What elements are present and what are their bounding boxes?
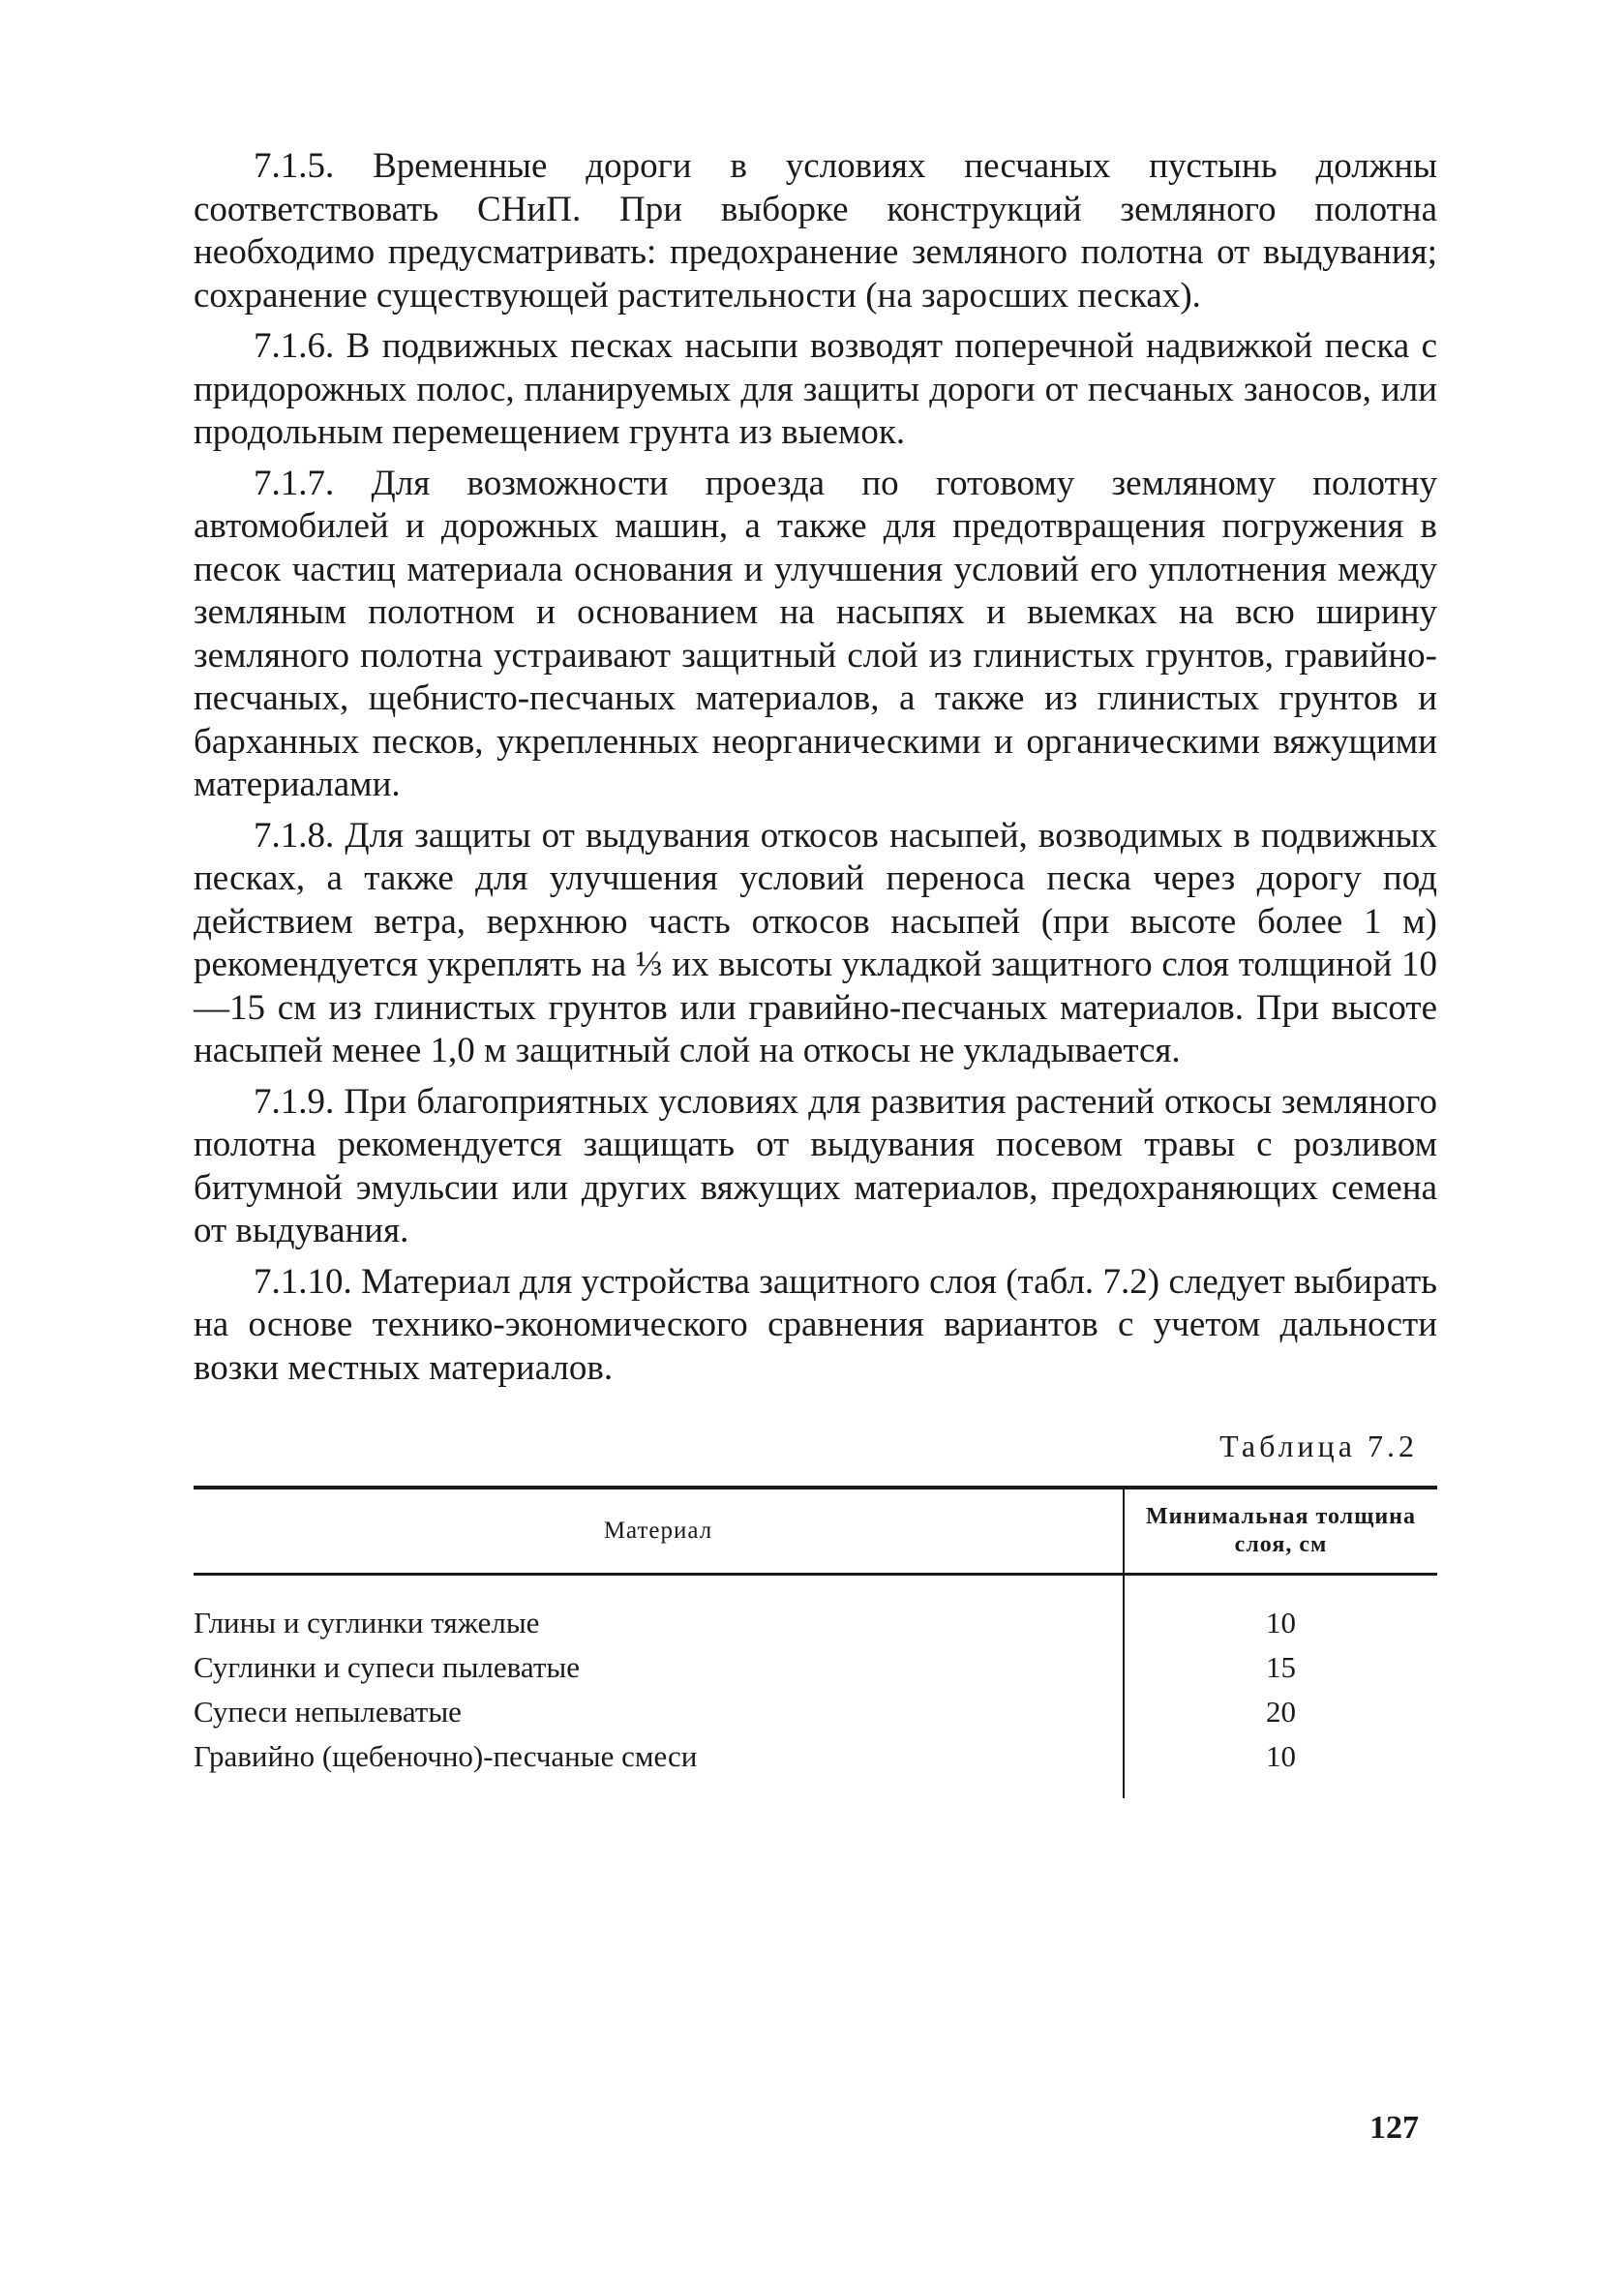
table-row <box>194 1690 1437 1734</box>
table-header-row <box>194 1488 1437 1575</box>
paragraph-7-1-6: 7.1.6. В подвижных песках насыпи возводят поперечной надвижкой песка с придорожных полос, планируемых для защиты дороги от песчаных заносов, или продольным перемещением грунта из выемок. <box>194 326 1437 452</box>
table-row <box>194 1645 1437 1690</box>
header-material: Материал <box>194 1488 1124 1575</box>
paragraph-7-1-9: 7.1.9. При благоприятных условиях для развития растений откосы земляного полотна рекомендуется защищать от выдувания посевом травы с розливом битумной эмульсии или других вяжущих материалов, предохраняющих семена от выдувания. <box>194 1081 1437 1250</box>
paragraph-7-1-7: 7.1.7. Для возможности проезда по готовому земляному полотну автомобилей и дорожных машин, а также для предотвращения погружения в песок частиц материала основания и улучшения условий его уплотнения между земляным полотном и основанием на насыпях и выемках на всю ширину земляного полотна устраивают защитный слой из глинистых грунтов, гравийно-песчаных, щебнисто-песчаных материалов, а также из глинистых грунтов и барханных песков, укрепленных неорганическими и органическими вяжущими материалами. <box>194 463 1437 804</box>
material-cell: Гравийно (щебеночно)-песчаные смеси <box>194 1739 698 1773</box>
document-page <box>194 145 1437 1798</box>
table-row <box>194 1575 1437 1646</box>
thickness-cell: 20 <box>1124 1690 1437 1734</box>
thickness-cell: 10 <box>1124 1734 1437 1798</box>
paragraph-7-1-10: 7.1.10. Материал для устройства защитного слоя (табл. 7.2) следует выбирать на основе технико-экономического сравнения вариантов с учетом дальности возки местных материалов. <box>194 1261 1437 1388</box>
material-cell: Супеси непылеватые <box>194 1695 462 1729</box>
thickness-cell: 10 <box>1124 1575 1437 1646</box>
thickness-cell: 15 <box>1124 1645 1437 1690</box>
table-row <box>194 1734 1437 1798</box>
material-cell: Глины и суглинки тяжелые <box>194 1606 540 1639</box>
material-cell: Суглинки и супеси пылеватые <box>194 1650 580 1684</box>
paragraph-7-1-8: 7.1.8. Для защиты от выдувания откосов насыпей, возводимых в подвижных песках, а также для улучшения условий переноса песка через дорогу под действием ветра, верхнюю часть откосов насыпей (при высоте более 1 м) рекомендуется укреплять на ⅓ их высоты укладкой защитного слоя толщиной 10—15 см из глинистых грунтов или гравийно-песчаных материалов. При высоте насыпей менее 1,0 м защитный слой на откосы не укладывается. <box>194 815 1437 1070</box>
materials-table <box>194 1486 1437 1798</box>
page-number: 127 <box>1369 2110 1419 2146</box>
header-thickness: Минимальная толщина слоя, см <box>1124 1488 1437 1575</box>
table-caption: Таблица 7.2 <box>1219 1429 1418 1463</box>
paragraph-7-1-5: 7.1.5. Временные дороги в условиях песчаных пустынь должны соответствовать СНиП. При выборке конструкций земляного полотна необходимо предусматривать: предохранение земляного полотна от выдувания; сохранение существующей растительности (на заросших песках). <box>194 146 1437 316</box>
